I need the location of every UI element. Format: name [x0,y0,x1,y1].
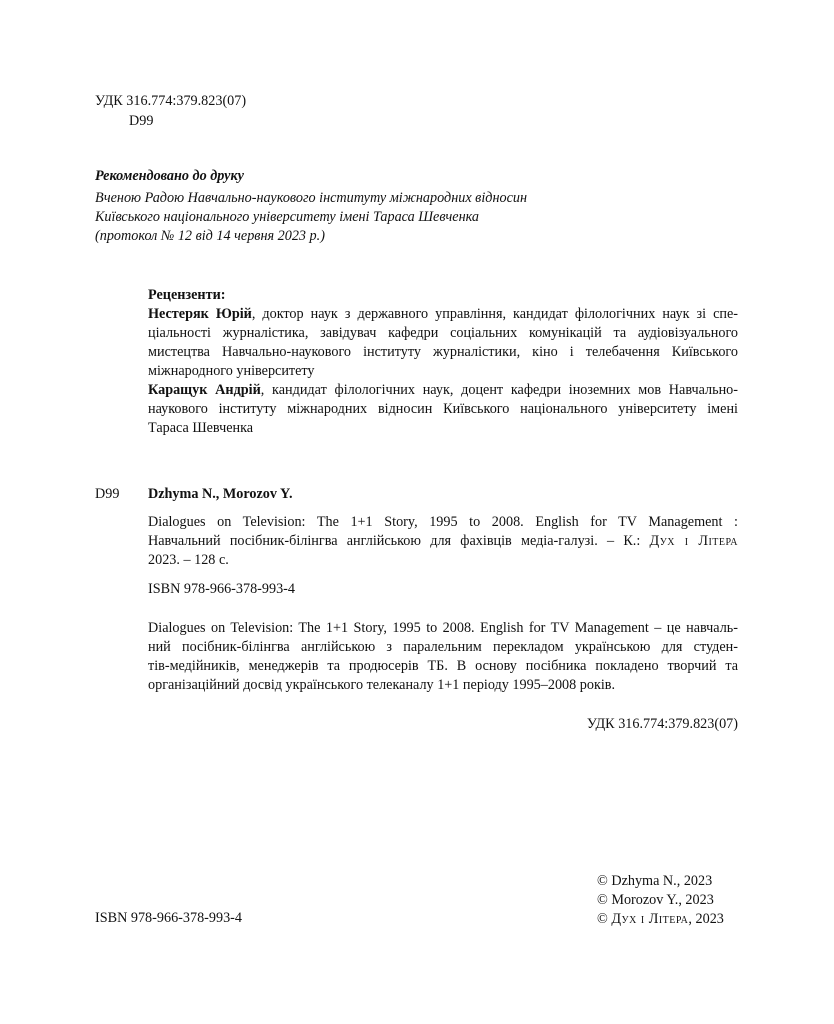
reviewer-1 [148,305,738,381]
copyright-year: , 2023 [688,911,724,927]
reviewer-1-text: , доктор наук з державного управління, кандидат філологічних наук зі спе- [251,306,738,322]
reviewer-1-name: Нестеряк Юрій [148,306,252,322]
abstract-line: ний посібник-білінгва англійською з паралельним перекладом українською для студен- [148,639,738,655]
recommendation-heading: Рекомендовано до друку [95,168,244,184]
recommendation-line: Київського національного університету імені Тараса Шевченка [95,209,479,225]
catalog-authors: Dzhyma N., Morozov Y. [148,486,293,502]
reviewer-2-line: Тараса Шевченка [148,420,254,436]
udk-right: УДК 316.774:379.823(07) [586,716,738,732]
copyright-line: © Dzhyma N., 2023 [597,873,713,889]
catalog-abstract [148,619,738,695]
publisher-name: Дух і Літера [649,533,738,549]
description-line: Dialogues on Television: The 1+1 Story, 1995 to 2008. English for TV Management : [148,514,738,530]
reviewer-2 [148,381,738,438]
description-line [148,532,738,551]
catalog-mark: D99 [95,486,120,502]
reviewers-heading: Рецензенти: [148,287,226,303]
copyright-publisher: Дух і Літера [611,911,689,927]
reviewer-1-line: мистецтва Навчально-наукового інституту журналістики, кіно і телебачення Київського [148,344,738,360]
udk-code: УДК 316.774:379.823(07) [95,93,247,109]
footer-isbn: ISBN 978-966-378-993-4 [95,910,242,926]
reviewer-2-line [148,381,738,400]
catalog-isbn: ISBN 978-966-378-993-4 [148,581,295,597]
abstract-line: організаційний досвід українського телеканалу 1+1 періоду 1995–2008 років. [148,677,616,693]
recommendation-line: (протокол № 12 від 14 червня 2023 р.) [95,228,325,244]
abstract-line: тів-медійників, менеджерів та продюсерів ТБ. В основу посібника покладено творчий та [148,658,738,674]
reviewer-2-name: Каращук Андрій [148,382,261,398]
reviewer-2-line: наукового інституту міжнародних відносин Київського національного університету імені [148,401,738,417]
copyright-line [597,910,724,929]
reviewer-2-text: , кандидат філологічних наук, доцент кафедри іноземних мов Навчально- [260,382,738,398]
reviewer-1-line [148,305,738,324]
reviewer-1-line: ціальності журналістика, завідувач кафедри соціальних комунікацій та аудіовізуального [148,325,738,341]
recommendation-line: Вченою Радою Навчально-наукового інституту міжнародних відносин [95,190,528,206]
reviewer-1-line: міжнародного університету [148,363,315,379]
description-text: Навчальний посібник-білінгва англійською для фахівців медіа-галузі. – К.: [148,533,650,549]
copyright-block [597,872,724,929]
copyright-line: © Morozov Y., 2023 [597,892,714,908]
copyright-symbol: © [597,911,612,927]
description-text: 2023. – 128 с. [148,552,229,568]
description-line [148,551,738,570]
author-mark: D99 [129,113,154,129]
catalog-description [148,513,738,570]
abstract-line: Dialogues on Television: The 1+1 Story, 1995 to 2008. English for TV Management – це навчаль- [148,620,738,636]
